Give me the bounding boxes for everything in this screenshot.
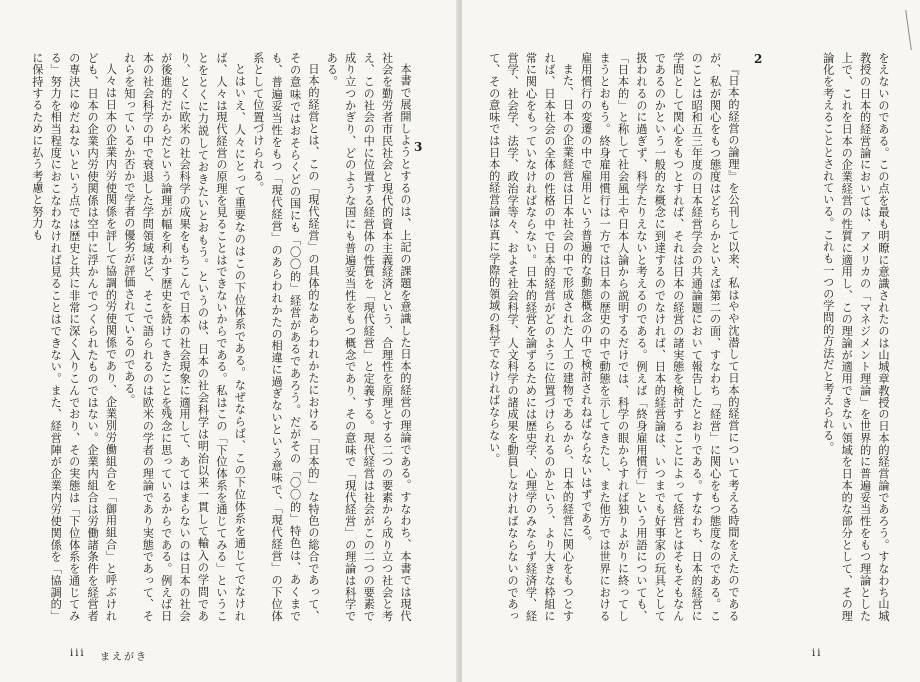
section-number-2: 2: [754, 52, 763, 66]
right-body-text-continued: [792, 52, 892, 622]
left-paragraph: 日本的経営とは、この「現代経営」の具体的なあらわれかたにおける「日本的」な特色の総合であって、その意味ではおそらくどの国にも「〇〇的」経営があるであろう。だがその「〇〇的」特色は、あくまでも、普遍妥当性をもつ「現代経営」のあらわれかたの相違に過ぎないという意味で、「現代経営」の下位体系として位置づけられる。: [251, 52, 320, 622]
left-page: [0, 0, 458, 682]
left-paragraph: とはいえ、人々にとって重要なのはこの下位体系である。なぜならば、この下位体系を通じてでなければ、人々は現代経営の原理を見ることはできないからである。私はこの「下位体系を通じてみる」ということをとくに力説しておきたいとおもう。というのは、日本の社会科学は明治以来一貫して輸入の学問であり、とくに欧米の社会科学の成果をもちこんで日本の社会現象に適用して、あてはまらないのは日本の社会が後進的だからだという論理が幅を利かす歴史を続けてきたことを残念に思っているからである。例えば日本の社会科学の中で衰退した学問領域ほど、そこで語られるのは欧米の学者の理論であり実態であって、それらを知っているか否かで学者の優劣が評価されているのである。: [122, 52, 247, 622]
running-head: まえがき: [100, 652, 148, 663]
right-page: [462, 0, 920, 682]
page-folio-left: iii: [70, 648, 86, 659]
left-paragraph: 人々は日本の企業内労使関係を評して協調的労使関係であり、企業別労働組合を「御用組合」と呼ぶけれども、日本の企業内労使関係は空中に浮かんでつくられたものではない。企業内組合は労働諸条件を経営者の専決にゆだねないという点では歴史と共に非常に深く入りこんでおり、その実態は「下位体系を通じてみる」努力を相当程度におこなわなければ見ることはできない。また、経営陣が企業内労使関係を「協調的」に保持するために払う考慮と努力も: [30, 52, 118, 622]
section-number-3: 3: [414, 140, 423, 154]
left-body-text: [30, 52, 414, 622]
page-folio-right: ii: [812, 648, 823, 659]
right-body-text: [480, 52, 742, 622]
right-paragraph-continued: をえないのである。この点を最も明瞭に意識されたのは山城章教授の日本的経営論であろう。すなわち山城教授の日本的経営論においては、アメリカの「マネジメント理論」を世界的に普遍妥当性をもつ理論とした上で、これを日本の企業経営の性質に適用し、この理論が適用できない領域を日本的な部分として、その理論化を考えることとされている。これも一つの学問的方法だと考えられる。: [821, 52, 890, 622]
right-paragraph: 『日本的経営の論理』を公刊して以来、私はやや沈潜して日本的経営について考える時間をえたのであるが、私が関心をもつ態度はどちらかといえば第二の面、すなわち「経営」に関心をもつ態度なのである。このことは昭和五三年度の日本経営学会の共通論題において報告したとおりである。すなわち、日本的経営に学問として関心をもつとすれば、それは日本の経営の諸実態を検討することによって経営とはそもそもなんであるのかという一般的な概念に到達するのでなければ、日本的経営論は、いつまでも好事家の玩具として扱われるのに過ぎず、科学たりえないと考えるのである。例えば「終身雇用慣行」という用語についても、「日本的」と称して社会風土や日本人論から説明するだけでは、科学の眼からすれば独りよがりに終ってしまうとおもう。終身雇用慣行は一方では日本の歴史の中で動態を示してきたし、また他方では世界における雇用慣行の変遷の中で雇用という普遍的な動態概念の中で検討されねばならないはずである。: [579, 52, 740, 622]
right-paragraph: また、日本の企業経営は日本社会の中で形成された人工の建物であるから、日本的経営に関心をもつとすれば、日本社会の全体の性格の中で日本的経営がどのように位置づけられるのかという、より大きな枠組に常に関心をもっていなければならない。日本的経営を論ずるためには歴史学、心理学のみならず経済学、経営学、社会学、法学、政治学等々、およそ社会科学、人文科学の諸成果を動員しなければならないのであって、その意味では日本的経営論は真に学際的領域の科学でなければならない。: [487, 52, 575, 622]
left-paragraph: 本書で展開しようとするのは、上記の課題を意識した日本的経営の理論である。すなわち、本書では現代社会を勤労者市民社会と現代的資本主義経済という、合理性を原理とする二つの要素から成り立つ社会と考え、この社会の中に位置する経営体の性質を「現代経営」と定義する。現代経営は社会がこの二つの要素で成り立つかぎり、どのような国にも普遍妥当性をもつ概念であり、その意味で「現代経営」の理論は科学である。: [325, 52, 412, 622]
